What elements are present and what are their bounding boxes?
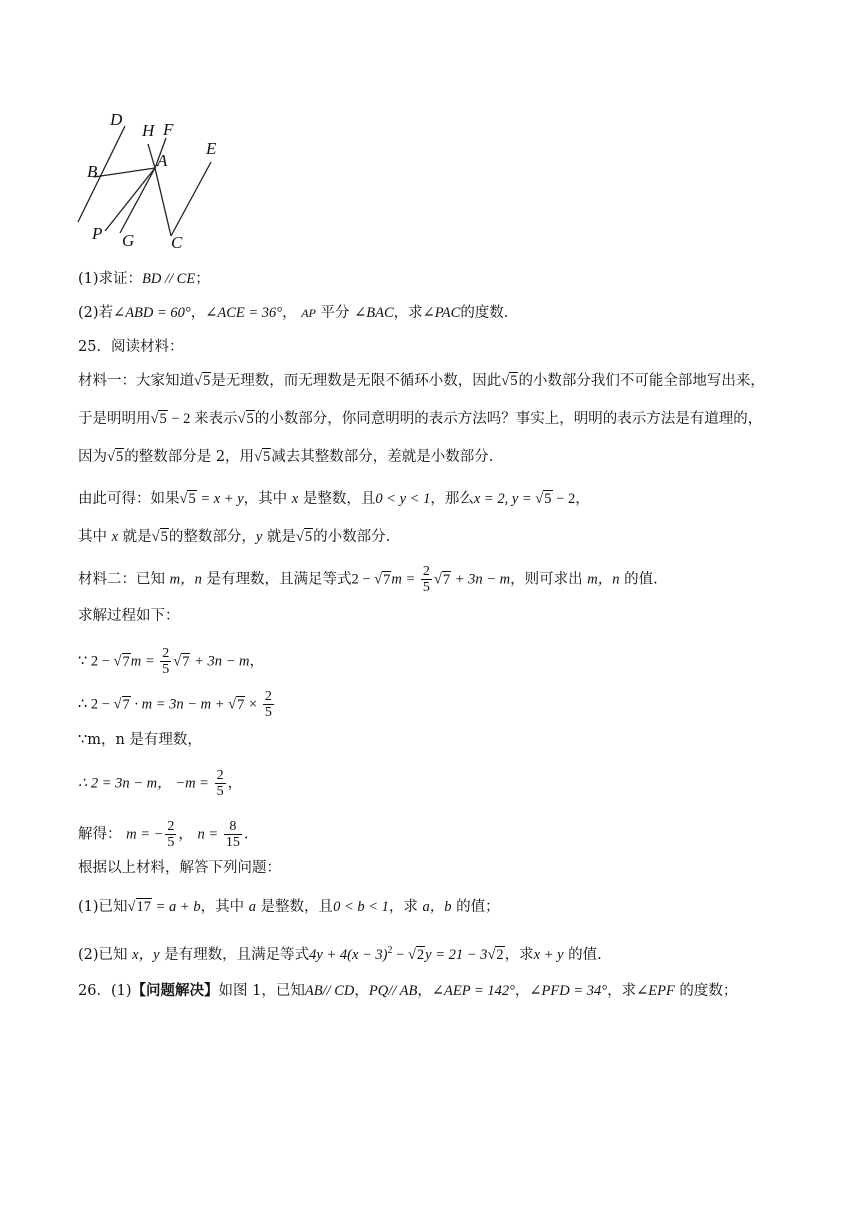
- label-a: A: [157, 151, 168, 170]
- q25-steps-title: 求解过程如下：: [78, 608, 180, 624]
- q25-step2: ∴ 2 − √7 · m = 3n − m + √7 × $\frac{2}{5}$: [78, 689, 272, 720]
- geometry-figure: [70, 108, 250, 258]
- label-d: D: [110, 110, 123, 129]
- line-ah: [148, 144, 155, 168]
- fraction-2-5: $\frac{2}{5}$: [167, 819, 175, 850]
- label-p: P: [92, 224, 103, 243]
- line-ce: [171, 162, 211, 236]
- q25-material2: 材料二：已知 m，n 是有理数，且满足等式2 − √7m = $\frac{2}{5}$ √7 + 3n − m，则可求出 m，n 的值.: [78, 564, 658, 595]
- label-h: H: [142, 121, 155, 140]
- q25-problem1: (1)已知√17 = a + b，其中 a 是整数，且0 < b < 1，求 a，b 的值；: [78, 899, 500, 915]
- fraction-2-5: $\frac{2}{5}$: [422, 564, 430, 595]
- q25-material1-line4: 由此可得：如果√5 = x + y，其中 x 是整数，且0 < y < 1，那么x = 2, y = √5 − 2，: [78, 491, 590, 507]
- q25-step4: ∴ 2 = 3n − m， −m = $\frac{2}{5}$ ，: [78, 768, 243, 799]
- label-e: E: [206, 139, 217, 158]
- q25-material1-line5: 其中 x 就是√5的整数部分，y 就是√5的小数部分.: [78, 529, 391, 545]
- label-b: B: [87, 162, 98, 181]
- q25-problem2: (2)已知 x，y 是有理数，且满足等式$4y + 4(x - 3)^2 - √2y = 21 - 3√2$，求x + y 的值.: [78, 945, 602, 963]
- q25-material1-line3: 因为√5的整数部分是 2，用√5减去其整数部分，差就是小数部分.: [78, 449, 494, 465]
- q24-part2: (2)若∠ABD = 60°，∠ACE = 36°， AP 平分 ∠BAC，求∠PAC的度数.: [78, 305, 509, 321]
- fraction-2-5: $\frac{2}{5}$: [162, 646, 170, 677]
- q25-step3: ∵m，n 是有理数，: [78, 732, 202, 748]
- fraction-8-15: $\frac{8}{15}$: [225, 819, 240, 850]
- q25-step5: 解得： m = − $\frac{2}{5}$ ， n = $\frac{8}{15}$ .: [78, 819, 249, 850]
- q26-part1: 26．(1)【问题解决】如图 1，已知AB// CD，PQ// AB，∠AEP = 142°，∠PFD = 34°，求∠EPF 的度数；: [78, 982, 738, 999]
- fraction-2-5: $\frac{2}{5}$: [264, 689, 272, 720]
- q24-part1: (1)求证：BD // CE；: [78, 271, 210, 287]
- q25-material1-line2: 于是明明用√5 − 2 来表示√5的小数部分，你同意明明的表示方法吗？事实上，明明的表示方法是有道理的，: [78, 411, 763, 427]
- label-f: F: [163, 120, 174, 139]
- line-ac: [155, 168, 171, 236]
- line-ag: [120, 168, 155, 233]
- fraction-2-5: $\frac{2}{5}$: [216, 768, 224, 799]
- line-ap: [105, 168, 155, 231]
- label-g: G: [122, 231, 135, 250]
- q25-title: 25．阅读材料：: [78, 339, 184, 355]
- q25-material1-line1: 材料一：大家知道√5是无理数，而无理数是无限不循环小数，因此√5的小数部分我们不可能全部地写出来，: [78, 373, 765, 389]
- q25-ask: 根据以上材料，解答下列问题：: [78, 860, 281, 876]
- q25-step1: ∵ 2 − √7m = $\frac{2}{5}$ √7 + 3n − m，: [78, 646, 265, 677]
- label-c: C: [171, 233, 183, 252]
